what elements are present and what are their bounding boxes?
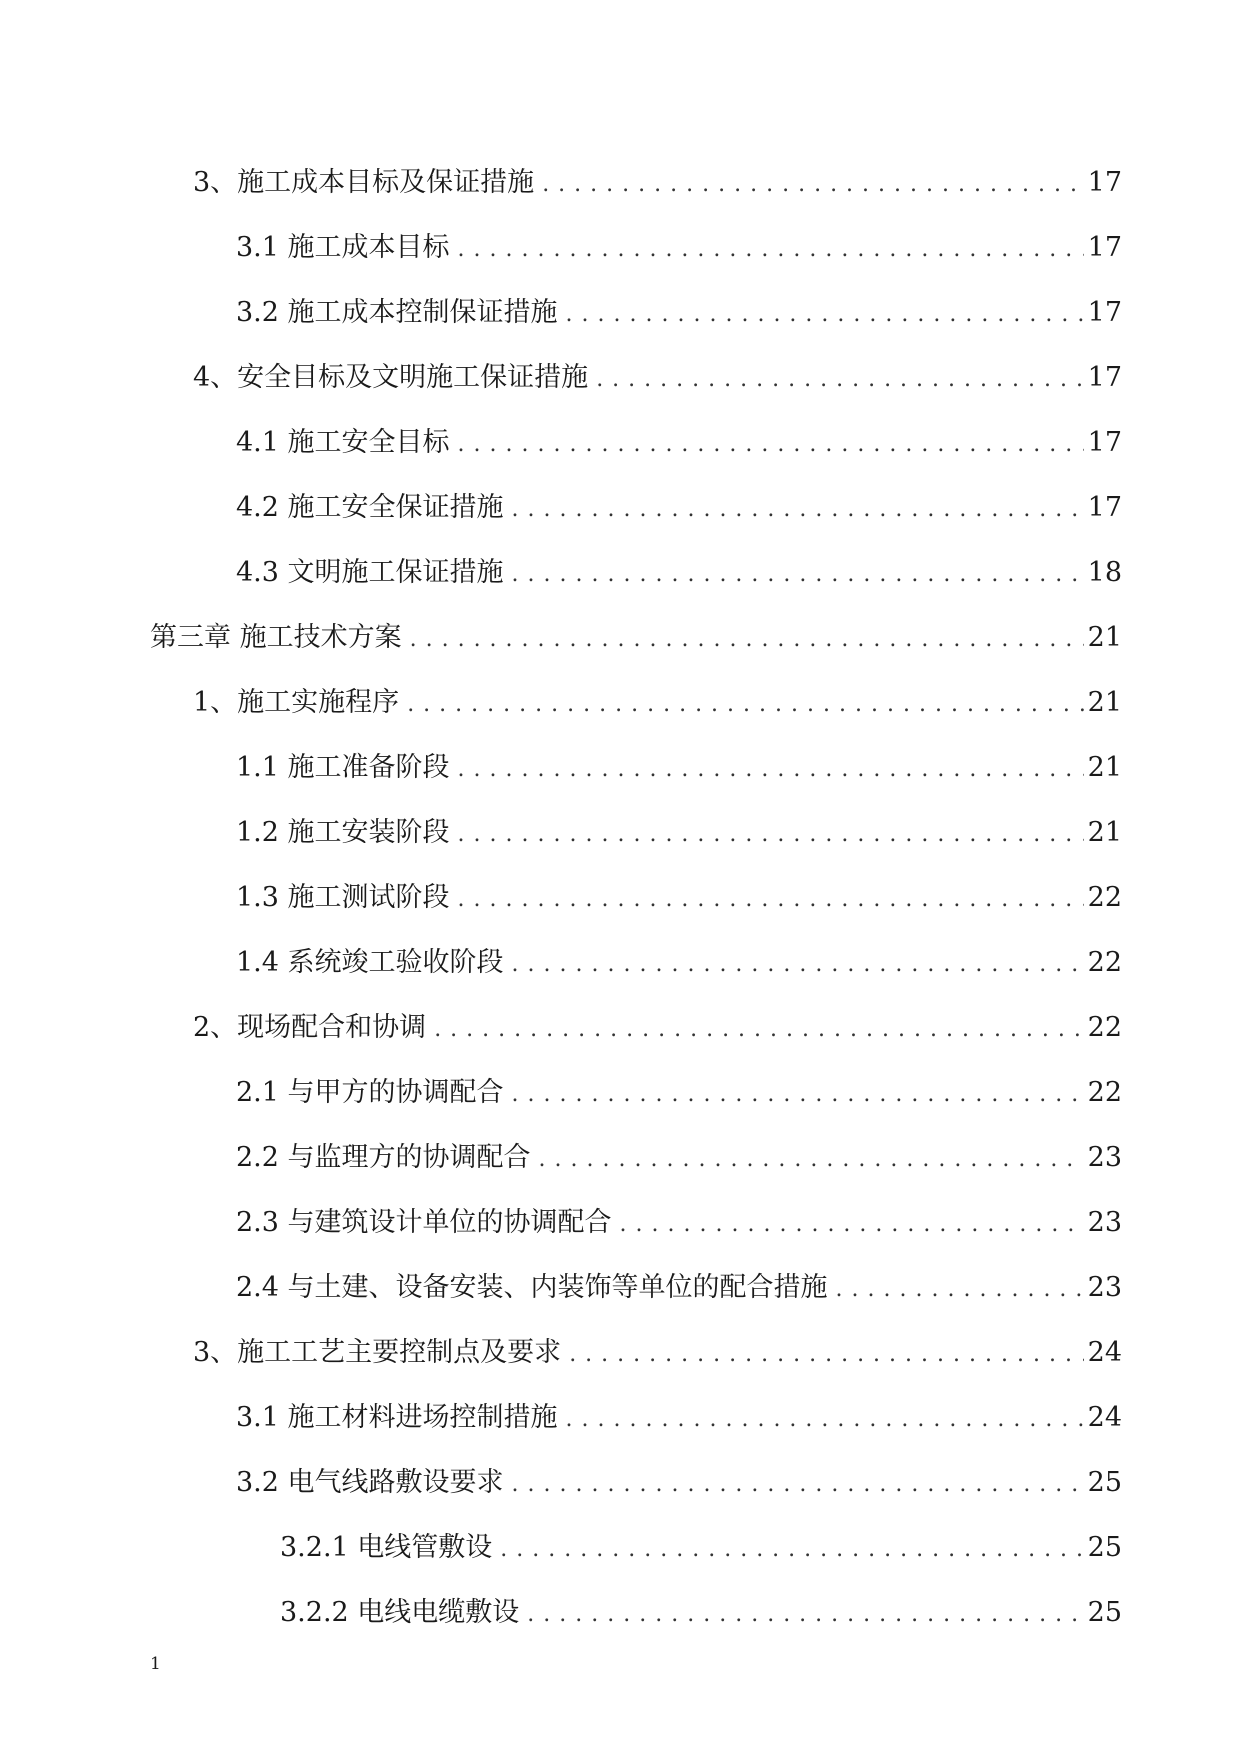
toc-leader-dots bbox=[620, 1192, 1084, 1257]
toc-entry-title: 2.4 与土建、设备安装、内装饰等单位的配合措施 bbox=[236, 1272, 828, 1303]
toc-entry-page: 21 bbox=[1087, 752, 1122, 783]
toc-entry-title: 第三章 施工技术方案 bbox=[150, 622, 402, 653]
toc-leader-dots bbox=[512, 1452, 1084, 1517]
toc-entry-page: 17 bbox=[1087, 362, 1122, 393]
toc-entry[interactable] bbox=[150, 800, 1122, 865]
toc-entry[interactable] bbox=[150, 475, 1122, 540]
toc-entry-title: 3、施工成本目标及保证措施 bbox=[193, 167, 535, 198]
toc-entry-page: 17 bbox=[1087, 167, 1122, 198]
toc-entry[interactable] bbox=[150, 605, 1122, 670]
toc-leader-dots bbox=[458, 412, 1084, 477]
toc-entry-page: 25 bbox=[1087, 1532, 1122, 1563]
toc-entry-title: 3.2 电气线路敷设要求 bbox=[236, 1467, 504, 1498]
toc-leader-dots bbox=[458, 217, 1084, 282]
toc-leader-dots bbox=[512, 1062, 1084, 1127]
toc-entry-page: 17 bbox=[1087, 492, 1122, 523]
toc-entry-title: 2.1 与甲方的协调配合 bbox=[236, 1077, 504, 1108]
toc-entry-title: 1.1 施工准备阶段 bbox=[236, 752, 450, 783]
toc-entry[interactable] bbox=[150, 215, 1122, 280]
toc-leader-dots bbox=[566, 1387, 1084, 1452]
toc-entry[interactable] bbox=[150, 345, 1122, 410]
toc-entry-page: 24 bbox=[1087, 1337, 1122, 1368]
toc-entry[interactable] bbox=[150, 540, 1122, 605]
toc-leader-dots bbox=[512, 477, 1084, 542]
toc-leader-dots bbox=[458, 737, 1084, 802]
toc-entry[interactable] bbox=[150, 1190, 1122, 1255]
toc-entry-page: 23 bbox=[1087, 1272, 1122, 1303]
toc-entry-title: 1.2 施工安装阶段 bbox=[236, 817, 450, 848]
toc-leader-dots bbox=[407, 672, 1083, 737]
toc-entry-title: 3.2.1 电线管敷设 bbox=[280, 1532, 493, 1563]
toc-entry-title: 3、施工工艺主要控制点及要求 bbox=[193, 1337, 562, 1368]
toc-entry-page: 22 bbox=[1087, 1077, 1122, 1108]
toc-leader-dots bbox=[458, 867, 1084, 932]
toc-entry-title: 4.2 施工安全保证措施 bbox=[236, 492, 504, 523]
toc-entry-title: 2.3 与建筑设计单位的协调配合 bbox=[236, 1207, 612, 1238]
toc-entry-title: 4、安全目标及文明施工保证措施 bbox=[193, 362, 589, 393]
toc-entry[interactable] bbox=[150, 280, 1122, 345]
toc-entry[interactable] bbox=[150, 150, 1122, 215]
toc-entry-title: 2.2 与监理方的协调配合 bbox=[236, 1142, 531, 1173]
toc-entry[interactable] bbox=[150, 1580, 1122, 1645]
toc-entry-title: 2、现场配合和协调 bbox=[193, 1012, 427, 1043]
toc-leader-dots bbox=[836, 1257, 1084, 1322]
toc-entry-page: 21 bbox=[1087, 817, 1122, 848]
toc-entry-page: 17 bbox=[1087, 232, 1122, 263]
toc-entry[interactable] bbox=[150, 1450, 1122, 1515]
toc-entry-page: 21 bbox=[1087, 622, 1122, 653]
toc-leader-dots bbox=[542, 152, 1083, 217]
toc-entry[interactable] bbox=[150, 410, 1122, 475]
page-number: 1 bbox=[150, 1654, 161, 1674]
toc-entry-page: 25 bbox=[1087, 1467, 1122, 1498]
table-of-contents bbox=[150, 150, 1122, 1645]
toc-entry-title: 3.2 施工成本控制保证措施 bbox=[236, 297, 558, 328]
toc-entry-page: 25 bbox=[1087, 1597, 1122, 1628]
toc-entry[interactable] bbox=[150, 1060, 1122, 1125]
toc-entry-title: 1.3 施工测试阶段 bbox=[236, 882, 450, 913]
toc-entry-page: 22 bbox=[1087, 947, 1122, 978]
toc-leader-dots bbox=[410, 607, 1084, 672]
toc-entry-page: 22 bbox=[1087, 1012, 1122, 1043]
toc-leader-dots bbox=[458, 802, 1084, 867]
toc-entry-title: 3.2.2 电线电缆敷设 bbox=[280, 1597, 520, 1628]
toc-leader-dots bbox=[566, 282, 1084, 347]
toc-leader-dots bbox=[500, 1517, 1083, 1582]
toc-entry[interactable] bbox=[150, 865, 1122, 930]
toc-entry-page: 17 bbox=[1087, 297, 1122, 328]
toc-leader-dots bbox=[596, 347, 1083, 412]
toc-entry[interactable] bbox=[150, 670, 1122, 735]
toc-entry[interactable] bbox=[150, 930, 1122, 995]
toc-leader-dots bbox=[569, 1322, 1083, 1387]
toc-entry-title: 4.3 文明施工保证措施 bbox=[236, 557, 504, 588]
toc-leader-dots bbox=[527, 1582, 1083, 1647]
toc-entry-page: 24 bbox=[1087, 1402, 1122, 1433]
toc-entry[interactable] bbox=[150, 735, 1122, 800]
toc-leader-dots bbox=[512, 932, 1084, 997]
toc-entry[interactable] bbox=[150, 1320, 1122, 1385]
toc-entry-page: 23 bbox=[1087, 1142, 1122, 1173]
toc-entry[interactable] bbox=[150, 1125, 1122, 1190]
toc-entry-title: 3.1 施工成本目标 bbox=[236, 232, 450, 263]
toc-entry-page: 23 bbox=[1087, 1207, 1122, 1238]
toc-entry-page: 18 bbox=[1087, 557, 1122, 588]
toc-entry-title: 1.4 系统竣工验收阶段 bbox=[236, 947, 504, 978]
toc-entry-page: 17 bbox=[1087, 427, 1122, 458]
toc-leader-dots bbox=[539, 1127, 1084, 1192]
toc-leader-dots bbox=[512, 542, 1084, 607]
toc-entry[interactable] bbox=[150, 995, 1122, 1060]
toc-entry-title: 1、施工实施程序 bbox=[193, 687, 400, 718]
toc-entry-page: 22 bbox=[1087, 882, 1122, 913]
toc-entry-title: 4.1 施工安全目标 bbox=[236, 427, 450, 458]
toc-entry-title: 3.1 施工材料进场控制措施 bbox=[236, 1402, 558, 1433]
toc-entry-page: 21 bbox=[1087, 687, 1122, 718]
toc-entry[interactable] bbox=[150, 1385, 1122, 1450]
toc-entry[interactable] bbox=[150, 1255, 1122, 1320]
toc-entry[interactable] bbox=[150, 1515, 1122, 1580]
toc-leader-dots bbox=[434, 997, 1083, 1062]
